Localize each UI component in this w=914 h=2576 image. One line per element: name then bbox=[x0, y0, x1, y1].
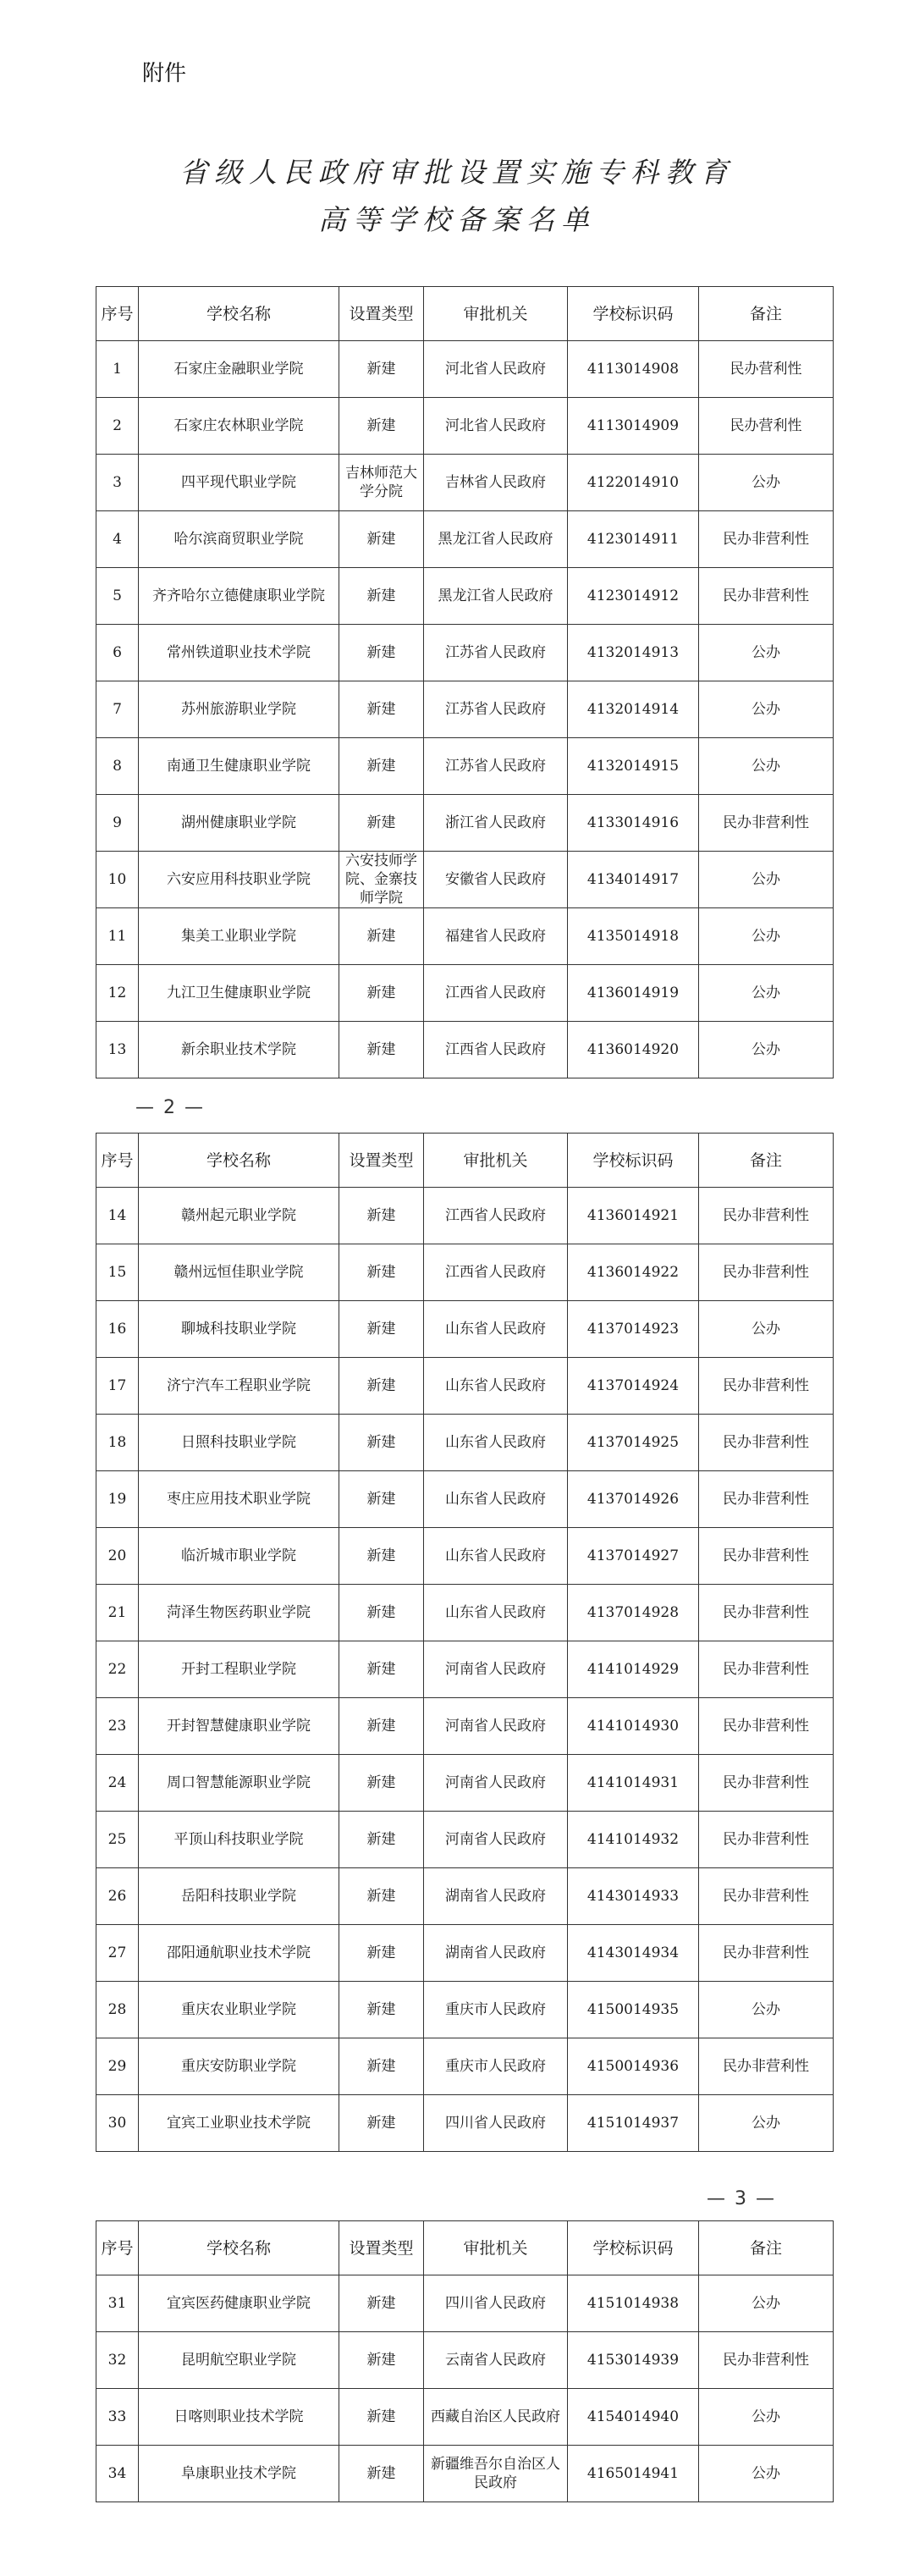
setup-type: 新建 bbox=[339, 1301, 424, 1358]
setup-type: 新建 bbox=[339, 2038, 424, 2095]
table-row bbox=[96, 852, 834, 908]
setup-type: 新建 bbox=[339, 1471, 424, 1528]
header-approving-authority: 审批机关 bbox=[424, 1134, 568, 1188]
approving-authority: 山东省人民政府 bbox=[424, 1471, 568, 1528]
school-code: 4136014919 bbox=[568, 965, 699, 1022]
row-number: 31 bbox=[96, 2275, 139, 2332]
row-number: 27 bbox=[96, 1925, 139, 1982]
school-code: 4151014937 bbox=[568, 2095, 699, 2152]
school-name: 平顶山科技职业学院 bbox=[139, 1812, 339, 1868]
school-code: 4133014916 bbox=[568, 795, 699, 852]
table-row bbox=[96, 2389, 834, 2446]
setup-type: 新建 bbox=[339, 908, 424, 965]
row-number: 20 bbox=[96, 1528, 139, 1585]
table-row bbox=[96, 568, 834, 625]
row-number: 2 bbox=[96, 398, 139, 455]
row-number: 16 bbox=[96, 1301, 139, 1358]
approving-authority: 湖南省人民政府 bbox=[424, 1868, 568, 1925]
approving-authority: 河南省人民政府 bbox=[424, 1698, 568, 1755]
page-number-2: — 2 — bbox=[135, 1097, 205, 1118]
approving-authority: 四川省人民政府 bbox=[424, 2275, 568, 2332]
row-number: 33 bbox=[96, 2389, 139, 2446]
school-code: 4113014908 bbox=[568, 341, 699, 398]
approving-authority: 山东省人民政府 bbox=[424, 1528, 568, 1585]
school-name: 哈尔滨商贸职业学院 bbox=[139, 511, 339, 568]
table-row bbox=[96, 1528, 834, 1585]
setup-type: 新建 bbox=[339, 2446, 424, 2502]
remark: 民办营利性 bbox=[699, 398, 834, 455]
setup-type: 新建 bbox=[339, 1812, 424, 1868]
table-header-row bbox=[96, 287, 834, 341]
table-header-row bbox=[96, 2221, 834, 2275]
approving-authority: 四川省人民政府 bbox=[424, 2095, 568, 2152]
school-code: 4123014912 bbox=[568, 568, 699, 625]
remark: 民办非营利性 bbox=[699, 1528, 834, 1585]
setup-type: 新建 bbox=[339, 1022, 424, 1078]
setup-type: 新建 bbox=[339, 1925, 424, 1982]
row-number: 6 bbox=[96, 625, 139, 681]
header-remark: 备注 bbox=[699, 1134, 834, 1188]
school-code: 4151014938 bbox=[568, 2275, 699, 2332]
approving-authority: 福建省人民政府 bbox=[424, 908, 568, 965]
row-number: 23 bbox=[96, 1698, 139, 1755]
school-name: 赣州起元职业学院 bbox=[139, 1188, 339, 1244]
row-number: 3 bbox=[96, 455, 139, 511]
school-code: 4141014930 bbox=[568, 1698, 699, 1755]
remark: 公办 bbox=[699, 1022, 834, 1078]
remark: 民办非营利性 bbox=[699, 1358, 834, 1415]
setup-type: 新建 bbox=[339, 568, 424, 625]
remark: 民办非营利性 bbox=[699, 1471, 834, 1528]
setup-type: 新建 bbox=[339, 1188, 424, 1244]
row-number: 18 bbox=[96, 1415, 139, 1471]
school-name: 重庆农业职业学院 bbox=[139, 1982, 339, 2038]
school-name: 新余职业技术学院 bbox=[139, 1022, 339, 1078]
row-number: 25 bbox=[96, 1812, 139, 1868]
setup-type: 新建 bbox=[339, 1755, 424, 1812]
approving-authority: 浙江省人民政府 bbox=[424, 795, 568, 852]
header-setup-type: 设置类型 bbox=[339, 2221, 424, 2275]
remark: 民办非营利性 bbox=[699, 1868, 834, 1925]
row-number: 5 bbox=[96, 568, 139, 625]
page-number-3: — 3 — bbox=[707, 2188, 776, 2209]
remark: 公办 bbox=[699, 908, 834, 965]
approving-authority: 重庆市人民政府 bbox=[424, 2038, 568, 2095]
school-name: 赣州远恒佳职业学院 bbox=[139, 1244, 339, 1301]
setup-type: 新建 bbox=[339, 1358, 424, 1415]
school-name: 岳阳科技职业学院 bbox=[139, 1868, 339, 1925]
setup-type: 新建 bbox=[339, 1585, 424, 1641]
table-row bbox=[96, 1982, 834, 2038]
approving-authority: 云南省人民政府 bbox=[424, 2332, 568, 2389]
approving-authority: 黑龙江省人民政府 bbox=[424, 568, 568, 625]
school-name: 集美工业职业学院 bbox=[139, 908, 339, 965]
school-name: 阜康职业技术学院 bbox=[139, 2446, 339, 2502]
header-row-number: 序号 bbox=[96, 1134, 139, 1188]
table-row bbox=[96, 681, 834, 738]
approving-authority: 江西省人民政府 bbox=[424, 965, 568, 1022]
school-code: 4154014940 bbox=[568, 2389, 699, 2446]
header-approving-authority: 审批机关 bbox=[424, 2221, 568, 2275]
header-school-name: 学校名称 bbox=[139, 287, 339, 341]
approving-authority: 江西省人民政府 bbox=[424, 1244, 568, 1301]
approving-authority: 江苏省人民政府 bbox=[424, 625, 568, 681]
approving-authority: 山东省人民政府 bbox=[424, 1301, 568, 1358]
setup-type: 新建 bbox=[339, 2275, 424, 2332]
header-school-code: 学校标识码 bbox=[568, 287, 699, 341]
row-number: 17 bbox=[96, 1358, 139, 1415]
row-number: 30 bbox=[96, 2095, 139, 2152]
table-row bbox=[96, 1244, 834, 1301]
remark: 民办非营利性 bbox=[699, 1415, 834, 1471]
school-code: 4165014941 bbox=[568, 2446, 699, 2502]
table-row bbox=[96, 1188, 834, 1244]
school-name: 开封工程职业学院 bbox=[139, 1641, 339, 1698]
setup-type: 新建 bbox=[339, 2095, 424, 2152]
table-row bbox=[96, 2275, 834, 2332]
row-number: 7 bbox=[96, 681, 139, 738]
approving-authority: 安徽省人民政府 bbox=[424, 852, 568, 908]
table-header-row bbox=[96, 1134, 834, 1188]
setup-type: 新建 bbox=[339, 2332, 424, 2389]
setup-type: 新建 bbox=[339, 1415, 424, 1471]
table-row bbox=[96, 1415, 834, 1471]
document-title-line-1: 省级人民政府审批设置实施专科教育 bbox=[179, 156, 735, 189]
school-name: 开封智慧健康职业学院 bbox=[139, 1698, 339, 1755]
header-school-code: 学校标识码 bbox=[568, 1134, 699, 1188]
row-number: 1 bbox=[96, 341, 139, 398]
remark: 民办非营利性 bbox=[699, 1641, 834, 1698]
remark: 公办 bbox=[699, 1982, 834, 2038]
row-number: 24 bbox=[96, 1755, 139, 1812]
header-setup-type: 设置类型 bbox=[339, 287, 424, 341]
approving-authority: 西藏自治区人民政府 bbox=[424, 2389, 568, 2446]
school-code: 4136014922 bbox=[568, 1244, 699, 1301]
remark: 公办 bbox=[699, 625, 834, 681]
table-row bbox=[96, 341, 834, 398]
school-code: 4137014925 bbox=[568, 1415, 699, 1471]
table-row bbox=[96, 2095, 834, 2152]
setup-type: 新建 bbox=[339, 625, 424, 681]
table-row bbox=[96, 1471, 834, 1528]
approving-authority: 河南省人民政府 bbox=[424, 1812, 568, 1868]
remark: 民办非营利性 bbox=[699, 1698, 834, 1755]
setup-type: 六安技师学院、金寨技师学院 bbox=[339, 852, 424, 908]
row-number: 4 bbox=[96, 511, 139, 568]
approving-authority: 吉林省人民政府 bbox=[424, 455, 568, 511]
row-number: 12 bbox=[96, 965, 139, 1022]
row-number: 19 bbox=[96, 1471, 139, 1528]
table-row bbox=[96, 1301, 834, 1358]
attachment-label: 附件 bbox=[142, 61, 187, 86]
remark: 民办非营利性 bbox=[699, 1755, 834, 1812]
school-code: 4123014911 bbox=[568, 511, 699, 568]
approving-authority: 山东省人民政府 bbox=[424, 1415, 568, 1471]
remark: 公办 bbox=[699, 738, 834, 795]
row-number: 29 bbox=[96, 2038, 139, 2095]
school-code: 4136014921 bbox=[568, 1188, 699, 1244]
setup-type: 新建 bbox=[339, 341, 424, 398]
approving-authority: 重庆市人民政府 bbox=[424, 1982, 568, 2038]
approving-authority: 新疆维吾尔自治区人民政府 bbox=[424, 2446, 568, 2502]
school-code: 4134014917 bbox=[568, 852, 699, 908]
setup-type: 新建 bbox=[339, 1698, 424, 1755]
setup-type: 新建 bbox=[339, 511, 424, 568]
approving-authority: 江西省人民政府 bbox=[424, 1188, 568, 1244]
school-code: 4137014927 bbox=[568, 1528, 699, 1585]
school-name: 日照科技职业学院 bbox=[139, 1415, 339, 1471]
school-code: 4113014909 bbox=[568, 398, 699, 455]
school-code: 4137014924 bbox=[568, 1358, 699, 1415]
approving-authority: 江苏省人民政府 bbox=[424, 738, 568, 795]
remark: 公办 bbox=[699, 2389, 834, 2446]
approving-authority: 山东省人民政府 bbox=[424, 1358, 568, 1415]
approving-authority: 江苏省人民政府 bbox=[424, 681, 568, 738]
school-name: 九江卫生健康职业学院 bbox=[139, 965, 339, 1022]
remark: 公办 bbox=[699, 681, 834, 738]
school-code: 4143014934 bbox=[568, 1925, 699, 1982]
school-name: 聊城科技职业学院 bbox=[139, 1301, 339, 1358]
school-table-page-2 bbox=[96, 1133, 834, 2152]
header-setup-type: 设置类型 bbox=[339, 1134, 424, 1188]
school-code: 4141014932 bbox=[568, 1812, 699, 1868]
table-row bbox=[96, 1925, 834, 1982]
school-code: 4141014931 bbox=[568, 1755, 699, 1812]
remark: 公办 bbox=[699, 2446, 834, 2502]
setup-type: 新建 bbox=[339, 738, 424, 795]
school-name: 周口智慧能源职业学院 bbox=[139, 1755, 339, 1812]
school-name: 石家庄农林职业学院 bbox=[139, 398, 339, 455]
approving-authority: 河北省人民政府 bbox=[424, 398, 568, 455]
setup-type: 新建 bbox=[339, 1868, 424, 1925]
approving-authority: 黑龙江省人民政府 bbox=[424, 511, 568, 568]
school-name: 重庆安防职业学院 bbox=[139, 2038, 339, 2095]
remark: 公办 bbox=[699, 965, 834, 1022]
remark: 公办 bbox=[699, 2275, 834, 2332]
school-name: 枣庄应用技术职业学院 bbox=[139, 1471, 339, 1528]
remark: 民办营利性 bbox=[699, 341, 834, 398]
remark: 公办 bbox=[699, 455, 834, 511]
approving-authority: 河南省人民政府 bbox=[424, 1755, 568, 1812]
remark: 公办 bbox=[699, 2095, 834, 2152]
school-code: 4137014923 bbox=[568, 1301, 699, 1358]
remark: 民办非营利性 bbox=[699, 1585, 834, 1641]
school-name: 六安应用科技职业学院 bbox=[139, 852, 339, 908]
school-name: 邵阳通航职业技术学院 bbox=[139, 1925, 339, 1982]
table-row bbox=[96, 908, 834, 965]
approving-authority: 河南省人民政府 bbox=[424, 1641, 568, 1698]
school-name: 菏泽生物医药职业学院 bbox=[139, 1585, 339, 1641]
remark: 民办非营利性 bbox=[699, 1188, 834, 1244]
setup-type: 新建 bbox=[339, 398, 424, 455]
table-row bbox=[96, 1358, 834, 1415]
table-row bbox=[96, 2332, 834, 2389]
remark: 民办非营利性 bbox=[699, 1925, 834, 1982]
remark: 民办非营利性 bbox=[699, 795, 834, 852]
remark: 民办非营利性 bbox=[699, 1812, 834, 1868]
setup-type: 吉林师范大学分院 bbox=[339, 455, 424, 511]
table-row bbox=[96, 2038, 834, 2095]
setup-type: 新建 bbox=[339, 965, 424, 1022]
remark: 民办非营利性 bbox=[699, 1244, 834, 1301]
remark: 公办 bbox=[699, 1301, 834, 1358]
school-name: 宜宾工业职业技术学院 bbox=[139, 2095, 339, 2152]
row-number: 8 bbox=[96, 738, 139, 795]
table-row bbox=[96, 1868, 834, 1925]
school-code: 4150014936 bbox=[568, 2038, 699, 2095]
table-row bbox=[96, 1698, 834, 1755]
row-number: 32 bbox=[96, 2332, 139, 2389]
setup-type: 新建 bbox=[339, 1982, 424, 2038]
row-number: 15 bbox=[96, 1244, 139, 1301]
school-code: 4150014935 bbox=[568, 1982, 699, 2038]
header-approving-authority: 审批机关 bbox=[424, 287, 568, 341]
row-number: 28 bbox=[96, 1982, 139, 2038]
table-row bbox=[96, 2446, 834, 2502]
row-number: 11 bbox=[96, 908, 139, 965]
school-name: 齐齐哈尔立德健康职业学院 bbox=[139, 568, 339, 625]
remark: 民办非营利性 bbox=[699, 568, 834, 625]
table-row bbox=[96, 625, 834, 681]
table-row bbox=[96, 1755, 834, 1812]
school-name: 宜宾医药健康职业学院 bbox=[139, 2275, 339, 2332]
table-row bbox=[96, 965, 834, 1022]
table-row bbox=[96, 795, 834, 852]
school-code: 4141014929 bbox=[568, 1641, 699, 1698]
table-row bbox=[96, 738, 834, 795]
school-name: 湖州健康职业学院 bbox=[139, 795, 339, 852]
remark: 公办 bbox=[699, 852, 834, 908]
setup-type: 新建 bbox=[339, 681, 424, 738]
school-name: 昆明航空职业学院 bbox=[139, 2332, 339, 2389]
header-school-name: 学校名称 bbox=[139, 2221, 339, 2275]
school-code: 4153014939 bbox=[568, 2332, 699, 2389]
school-code: 4136014920 bbox=[568, 1022, 699, 1078]
school-code: 4143014933 bbox=[568, 1868, 699, 1925]
header-row-number: 序号 bbox=[96, 287, 139, 341]
header-row-number: 序号 bbox=[96, 2221, 139, 2275]
row-number: 34 bbox=[96, 2446, 139, 2502]
school-name: 南通卫生健康职业学院 bbox=[139, 738, 339, 795]
setup-type: 新建 bbox=[339, 1244, 424, 1301]
header-school-code: 学校标识码 bbox=[568, 2221, 699, 2275]
school-table-page-1 bbox=[96, 286, 834, 1078]
school-table-page-3 bbox=[96, 2220, 834, 2502]
row-number: 14 bbox=[96, 1188, 139, 1244]
remark: 民办非营利性 bbox=[699, 2038, 834, 2095]
table-row bbox=[96, 398, 834, 455]
school-name: 石家庄金融职业学院 bbox=[139, 341, 339, 398]
remark: 民办非营利性 bbox=[699, 2332, 834, 2389]
row-number: 10 bbox=[96, 852, 139, 908]
school-name: 常州铁道职业技术学院 bbox=[139, 625, 339, 681]
setup-type: 新建 bbox=[339, 2389, 424, 2446]
setup-type: 新建 bbox=[339, 795, 424, 852]
header-school-name: 学校名称 bbox=[139, 1134, 339, 1188]
setup-type: 新建 bbox=[339, 1641, 424, 1698]
table-row bbox=[96, 1812, 834, 1868]
setup-type: 新建 bbox=[339, 1528, 424, 1585]
school-name: 日喀则职业技术学院 bbox=[139, 2389, 339, 2446]
school-code: 4137014928 bbox=[568, 1585, 699, 1641]
table-row bbox=[96, 1022, 834, 1078]
school-code: 4137014926 bbox=[568, 1471, 699, 1528]
school-code: 4135014918 bbox=[568, 908, 699, 965]
table-row bbox=[96, 1585, 834, 1641]
school-name: 济宁汽车工程职业学院 bbox=[139, 1358, 339, 1415]
document-title-line-2: 高等学校备案名单 bbox=[318, 203, 596, 236]
approving-authority: 江西省人民政府 bbox=[424, 1022, 568, 1078]
table-row bbox=[96, 1641, 834, 1698]
school-code: 4132014914 bbox=[568, 681, 699, 738]
approving-authority: 湖南省人民政府 bbox=[424, 1925, 568, 1982]
header-remark: 备注 bbox=[699, 2221, 834, 2275]
row-number: 26 bbox=[96, 1868, 139, 1925]
school-name: 苏州旅游职业学院 bbox=[139, 681, 339, 738]
row-number: 9 bbox=[96, 795, 139, 852]
remark: 民办非营利性 bbox=[699, 511, 834, 568]
school-code: 4122014910 bbox=[568, 455, 699, 511]
table-row bbox=[96, 455, 834, 511]
school-code: 4132014915 bbox=[568, 738, 699, 795]
school-code: 4132014913 bbox=[568, 625, 699, 681]
school-name: 四平现代职业学院 bbox=[139, 455, 339, 511]
header-remark: 备注 bbox=[699, 287, 834, 341]
row-number: 13 bbox=[96, 1022, 139, 1078]
school-name: 临沂城市职业学院 bbox=[139, 1528, 339, 1585]
table-row bbox=[96, 511, 834, 568]
row-number: 22 bbox=[96, 1641, 139, 1698]
row-number: 21 bbox=[96, 1585, 139, 1641]
approving-authority: 山东省人民政府 bbox=[424, 1585, 568, 1641]
approving-authority: 河北省人民政府 bbox=[424, 341, 568, 398]
